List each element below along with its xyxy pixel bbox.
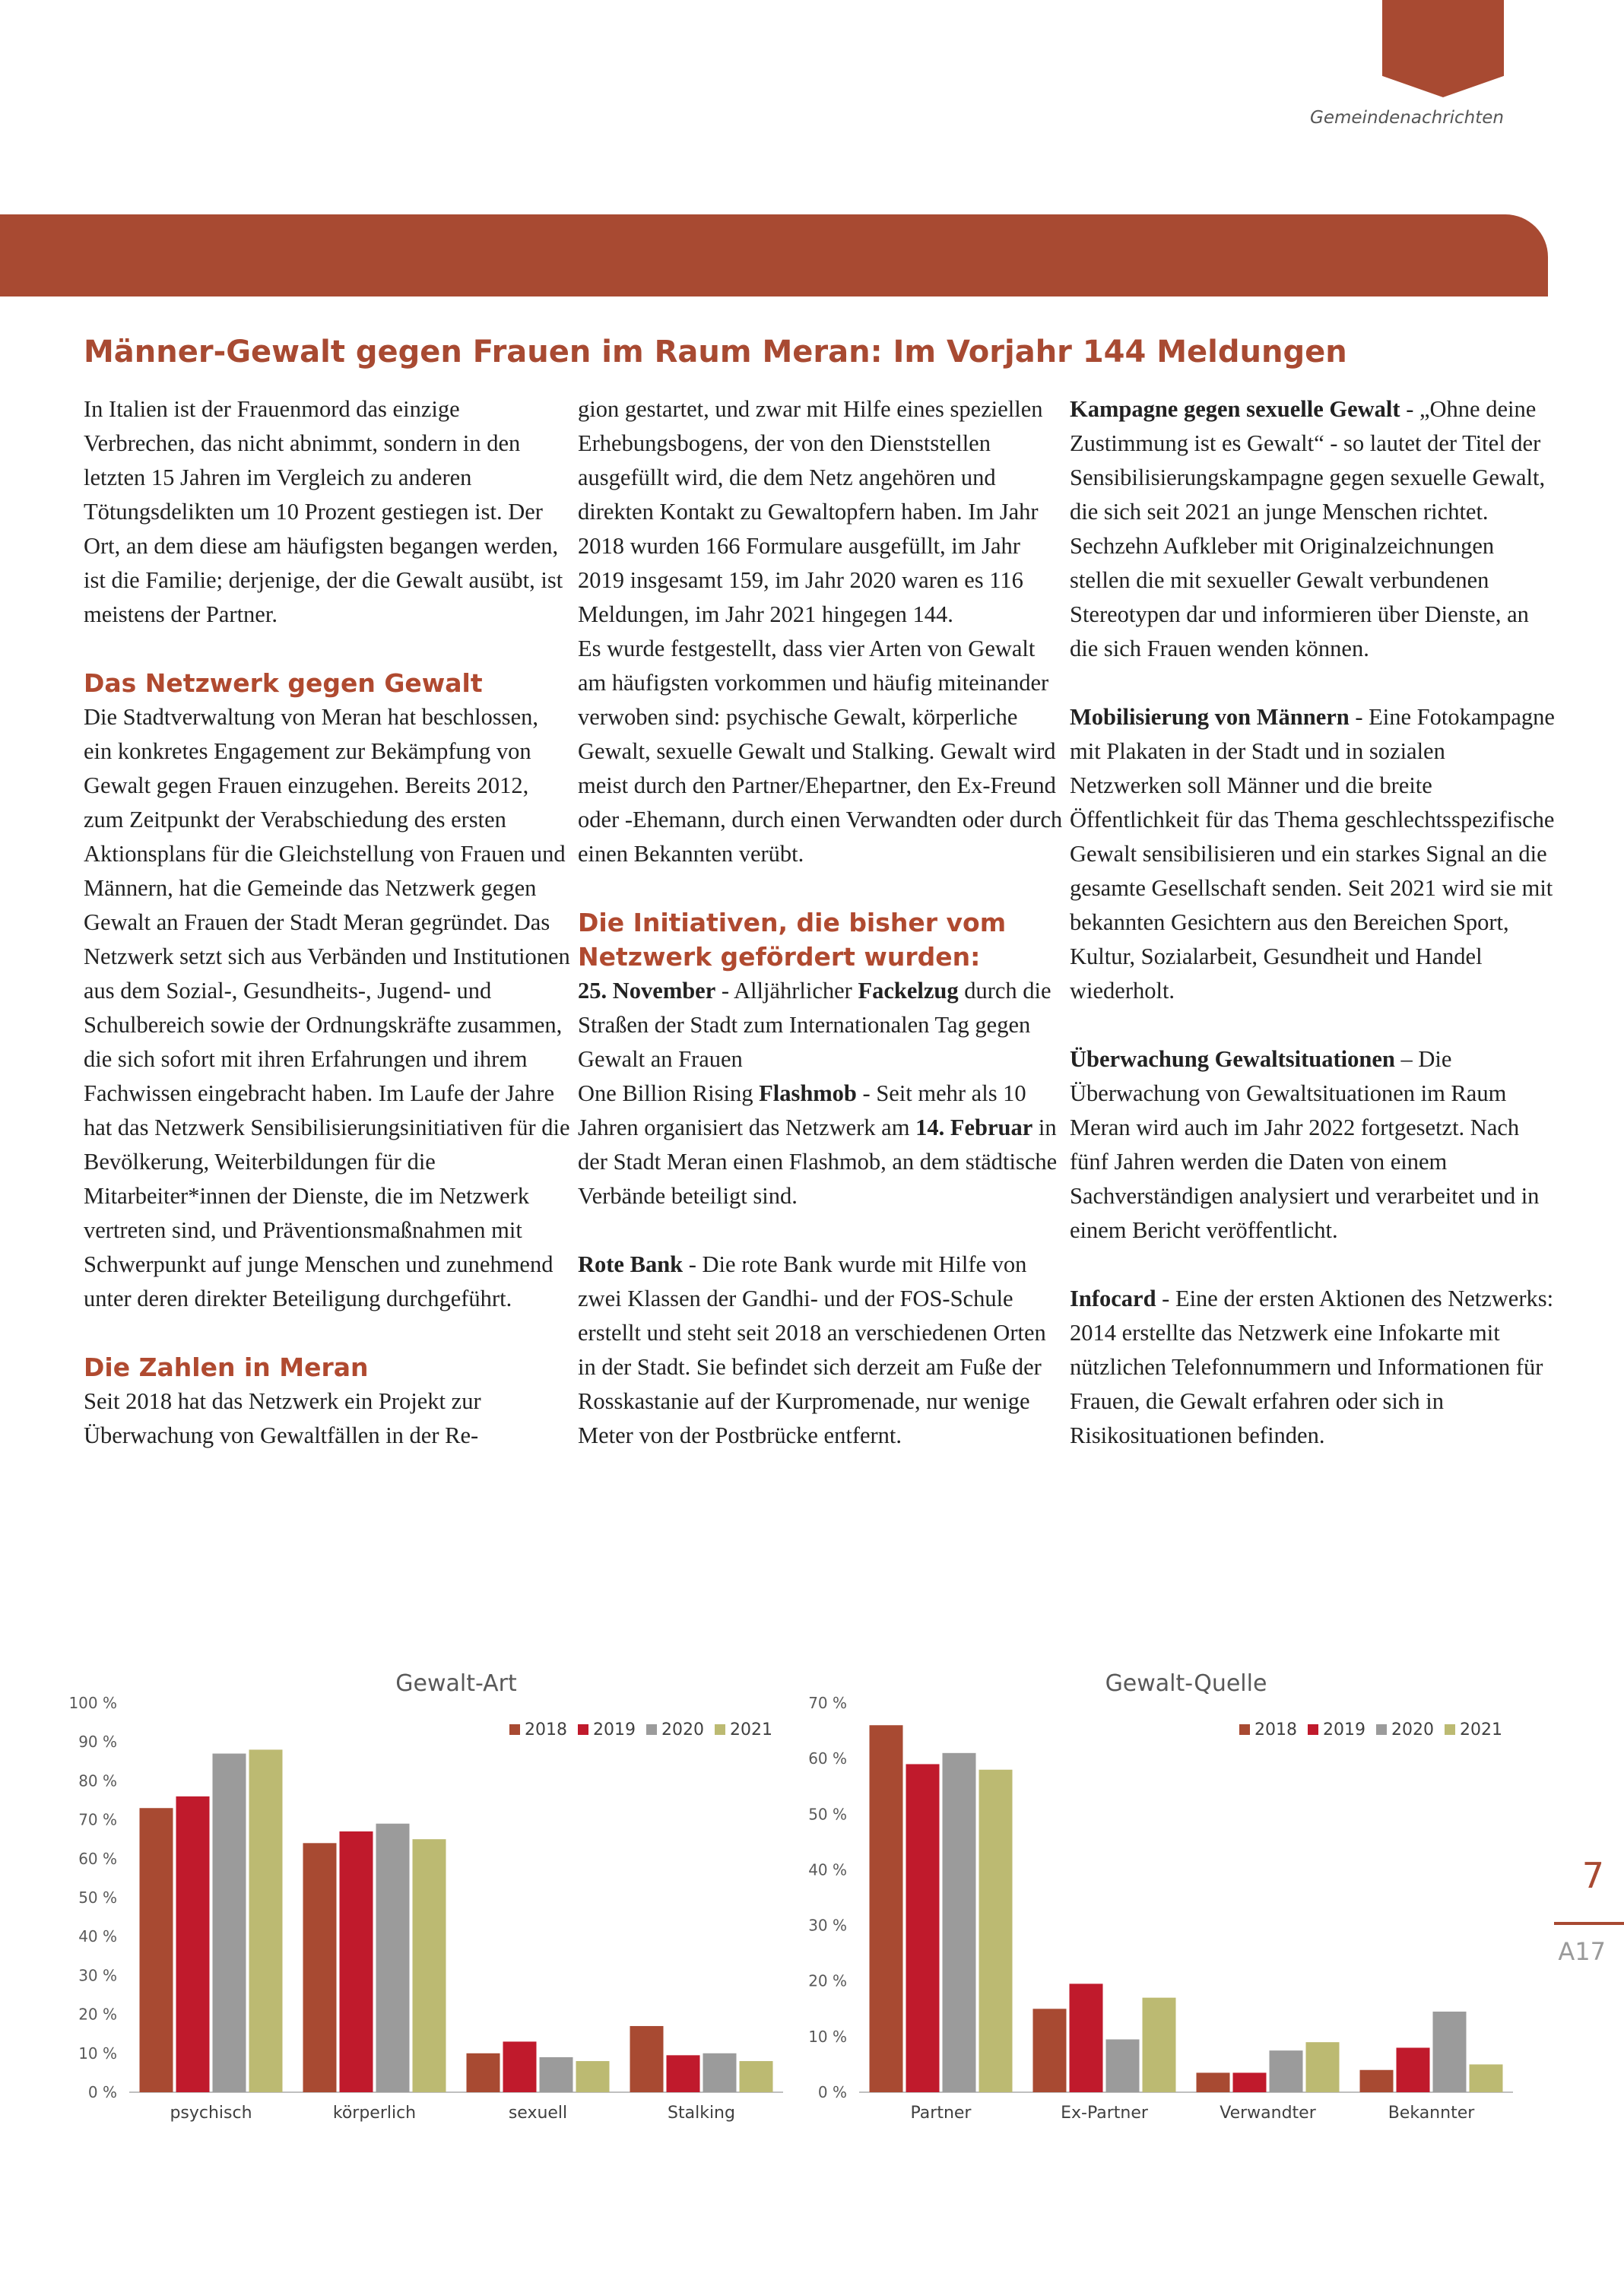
februar-date: 14. Februar: [915, 1115, 1033, 1140]
bar: [540, 2057, 573, 2092]
infocard-paragraph: [1070, 1282, 1556, 1453]
bar: [213, 1754, 246, 2092]
y-tick-label: 60 %: [808, 1749, 847, 1768]
y-tick-label: 90 %: [78, 1733, 117, 1752]
legend-label: 2020: [1391, 1720, 1434, 1739]
x-category-label: Ex-Partner: [1061, 2104, 1148, 2123]
legend-swatch: [1239, 1724, 1250, 1735]
chart-gewalt-quelle-svg: [798, 1666, 1543, 2130]
november-text: - Alljährlicher: [715, 978, 858, 1004]
bar: [1033, 2009, 1067, 2092]
bar: [1197, 2072, 1230, 2092]
bar: [870, 1725, 903, 2092]
x-category-label: Stalking: [668, 2104, 735, 2123]
rote-bank-text: - Die rote Bank wurde mit Hilfe von zwei Klassen der Gandhi- und der FOS-Schule erstellt und steht seit 2018 an verschiedenen Orten in der Stadt. Sie befindet sich derzeit am Fuße der Rosskastanie auf der Kurpromenade, nur wenige Meter von der Postbrücke entfernt.: [578, 1251, 1046, 1448]
gewaltarten-paragraph: Es wurde festgestellt, dass vier Arten von Gewalt am häufigsten vorkommen und häufig miteinander verwoben sind: psychische Gewalt, körperliche Gewalt, sexuelle Gewalt und Stalking. Gewalt wird meist durch den Partner/Ehepartner, den Ex-Freund oder -Ehemann, durch einen Verwandten oder durch einen Bekannten verübt.: [578, 636, 1063, 867]
legend-swatch: [1376, 1724, 1387, 1735]
bar: [503, 2041, 537, 2092]
chart-title: Gewalt-Quelle: [1105, 1670, 1267, 1697]
y-tick-label: 30 %: [78, 1966, 117, 1985]
page-number-rule: [1554, 1922, 1624, 1925]
y-tick-label: 40 %: [78, 1927, 117, 1946]
bar: [1306, 2042, 1340, 2092]
x-category-label: Verwandter: [1220, 2104, 1316, 2123]
zahlen-paragraph: Seit 2018 hat das Netzwerk ein Projekt zur Überwachung von Gewaltfällen in der Re-: [84, 1388, 481, 1448]
heading-netzwerk: Das Netzwerk gegen Gewalt: [84, 668, 483, 698]
bar: [703, 2053, 737, 2092]
x-category-label: psychisch: [170, 2104, 252, 2123]
flashmob-label: Flashmob: [759, 1080, 857, 1106]
x-category-label: körperlich: [332, 2104, 417, 2123]
legend-swatch: [1308, 1724, 1318, 1735]
bar: [249, 1749, 283, 2092]
legend-label: 2019: [593, 1720, 636, 1739]
heading-initiativen: Die Initiativen, die bisher vom Netzwerk gefördert wurden:: [578, 908, 1007, 972]
x-category-label: Bekannter: [1388, 2104, 1475, 2123]
bar: [1106, 2040, 1140, 2092]
legend-label: 2021: [1460, 1720, 1502, 1739]
y-tick-label: 10 %: [78, 2044, 117, 2063]
legend-label: 2021: [730, 1720, 772, 1739]
mobilisierung-paragraph: [1070, 700, 1556, 1008]
bar: [413, 1839, 446, 2092]
chart-gewalt-quelle: [798, 1666, 1543, 2134]
bar: [576, 2061, 610, 2092]
legend-swatch: [1445, 1724, 1455, 1735]
zahlen-continued-paragraph: gion gestartet, und zwar mit Hilfe eines speziellen Erhebungsbogens, der von den Dienststellen ausgefüllt wird, die dem Netz angehören und direkten Kontakt zu Gewaltopfern haben. Im Jahr 2018 wurden 166 Formulare ausgefüllt, im Jahr 2019 insgesamt 159, im Jahr 2020 waren es 116 Meldungen, im Jahr 2021 hingegen 144.: [578, 396, 1043, 627]
bar: [303, 1843, 337, 2092]
y-tick-label: 70 %: [808, 1694, 847, 1712]
y-tick-label: 50 %: [78, 1888, 117, 1907]
legend-swatch: [646, 1724, 657, 1735]
y-tick-label: 0 %: [817, 2083, 847, 2101]
y-tick-label: 20 %: [78, 2005, 117, 2024]
rote-bank-paragraph: [578, 1248, 1064, 1453]
section-tab: [1382, 0, 1504, 97]
column-1: [84, 392, 570, 1453]
bar: [1270, 2050, 1303, 2092]
x-category-label: Partner: [910, 2104, 972, 2123]
november-date: 25. November: [578, 978, 716, 1004]
header-banner: [0, 214, 1548, 296]
y-tick-label: 100 %: [68, 1694, 117, 1712]
y-tick-label: 50 %: [808, 1805, 847, 1824]
y-tick-label: 20 %: [808, 1971, 847, 1990]
rote-bank-label: Rote Bank: [578, 1251, 684, 1277]
bar: [943, 1753, 976, 2092]
bar: [1070, 1984, 1103, 2092]
column-2: [578, 392, 1064, 1453]
bar: [1143, 1998, 1176, 2092]
bar: [1233, 2072, 1267, 2092]
infocard-text: - Eine der ersten Aktionen des Netzwerks: 2014 erstellte das Netzwerk eine Infokarte mit nützlichen Telefonnummern und Informationen für Frauen, die Gewalt erfahren oder sich in Risikosituationen befinden.: [1070, 1286, 1554, 1448]
flashmob-text-3: in der Stadt Meran einen Flashmob, an dem städtische Verbände beteiligt sind.: [578, 1115, 1058, 1209]
legend-swatch: [715, 1724, 725, 1735]
netzwerk-paragraph: Die Stadtverwaltung von Meran hat beschlossen, ein konkretes Engagement zur Bekämpfung von Gewalt gegen Frauen einzugehen. Bereits 2012, zum Zeitpunkt der Verabschiedung des ersten Aktionsplans für die Gleichstellung von Frauen und Männern, hat die Gemeinde das Netzwerk gegen Gewalt an Frauen der Stadt Meran gegründet. Das Netzwerk setzt sich aus Verbänden und Institutionen aus dem Sozial-, Gesundheits-, Jugend- und Schulbereich sowie der Ordnungskräfte zusammen, die sich sofort mit ihren Erfahrungen und ihrem Fachwissen eingebracht haben. Im Laufe der Jahre hat das Netzwerk Sensibilisierungsinitiativen für die Bevölkerung, Weiterbildungen für die Mitarbeiter*innen der Dienste, die im Netzwerk vertreten sind, und Präventionsmaßnahmen mit Schwerpunkt auf junge Menschen und zunehmend unter deren direkter Beteiligung durchgeführt.: [84, 704, 570, 1311]
legend-label: 2018: [525, 1720, 567, 1739]
legend-label: 2020: [661, 1720, 704, 1739]
ueberwachung-label: Überwachung Gewaltsituationen: [1070, 1046, 1395, 1072]
legend-label: 2018: [1254, 1720, 1297, 1739]
fackelzug-label: Fackelzug: [858, 978, 959, 1004]
bar: [630, 2026, 664, 2092]
bar: [467, 2053, 500, 2092]
mobilisierung-label: Mobilisierung von Männern: [1070, 704, 1350, 730]
edition-label: A17: [1558, 1937, 1606, 1966]
legend-swatch: [509, 1724, 520, 1735]
y-tick-label: 70 %: [78, 1810, 117, 1829]
bar: [1397, 2047, 1430, 2092]
kampagne-paragraph: [1070, 392, 1556, 666]
intro-paragraph: In Italien ist der Frauenmord das einzige Verbrechen, das nicht abnimmt, sondern in den letzten 15 Jahren im Vergleich zu anderen Tötungsdelikten um 10 Prozent gestiegen ist. Der Ort, an dem diese am häufigsten begangen werden, ist die Familie; derjenige, der die Gewalt ausübt, ist meistens der Partner.: [84, 396, 563, 627]
y-tick-label: 30 %: [808, 1916, 847, 1935]
section-label: Gemeindenachrichten: [1310, 108, 1504, 128]
ueberwachung-paragraph: [1070, 1042, 1556, 1248]
chart-title: Gewalt-Art: [395, 1670, 517, 1697]
bar: [740, 2061, 773, 2092]
legend-swatch: [578, 1724, 588, 1735]
infocard-label: Infocard: [1070, 1286, 1156, 1311]
bar: [340, 1831, 373, 2092]
y-tick-label: 0 %: [87, 2083, 117, 2101]
bar: [140, 1808, 173, 2092]
mobilisierung-text: - Eine Fotokampagne mit Plakaten in der Stadt und in sozialen Netzwerken soll Männer und die breite Öffentlichkeit für das Thema geschlechtsspezifische Gewalt sensibilisieren und ein starkes Signal an die gesamte Gesellschaft senden. Seit 2021 wird sie mit bekannten Gesichtern aus den Bereichen Sport, Kultur, Sozialarbeit, Gesundheit und Handel wiederholt.: [1070, 704, 1555, 1004]
chart-gewalt-art: [68, 1666, 814, 2134]
legend-label: 2019: [1323, 1720, 1365, 1739]
kampagne-text: - „Ohne deine Zustimmung ist es Gewalt“ - so lautet der Titel der Sensibilisierungskampagne gegen sexuelle Gewalt, die sich seit 2021 an junge Menschen richtet. Sechzehn Aufkleber mit Originalzeichnungen stellen die mit sexueller Gewalt verbundenen Stereotypen dar und informieren über Dienste, an die sich Frauen wenden können.: [1070, 396, 1546, 661]
bar: [1360, 2070, 1394, 2092]
x-category-label: sexuell: [508, 2104, 568, 2123]
bar: [176, 1796, 210, 2092]
page-number: 7: [1581, 1855, 1604, 1896]
article-headline: Männer-Gewalt gegen Frauen im Raum Meran: Im Vorjahr 144 Meldungen: [84, 335, 1347, 369]
bar: [667, 2055, 700, 2092]
ueberwachung-text: – Die Überwachung von Gewaltsituationen im Raum Meran wird auch im Jahr 2022 fortgesetzt. Nach fünf Jahren werden die Daten von einem Sachverständigen analysiert und verarbeitet und in einem Bericht veröffentlicht.: [1070, 1046, 1540, 1243]
flashmob-paragraph: [578, 1077, 1064, 1213]
column-3: [1070, 392, 1556, 1453]
y-tick-label: 40 %: [808, 1860, 847, 1879]
y-tick-label: 60 %: [78, 1849, 117, 1868]
bar: [1433, 2012, 1467, 2092]
kampagne-label: Kampagne gegen sexuelle Gewalt: [1070, 396, 1400, 422]
november-paragraph: [578, 974, 1064, 1077]
bar: [979, 1770, 1013, 2092]
bar: [906, 1764, 940, 2092]
bar: [1470, 2064, 1503, 2092]
november-text-2: durch die Straßen der Stadt zum Internationalen Tag gegen Gewalt an Frauen: [578, 978, 1051, 1072]
flashmob-text-2: - Seit mehr als 10 Jahren organisiert das Netzwerk am: [578, 1080, 1026, 1140]
y-tick-label: 80 %: [78, 1771, 117, 1790]
y-tick-label: 10 %: [808, 2027, 847, 2046]
flashmob-text: One Billion Rising: [578, 1080, 760, 1106]
chart-gewalt-art-svg: [68, 1666, 814, 2130]
heading-zahlen: Die Zahlen in Meran: [84, 1352, 369, 1382]
bar: [376, 1824, 410, 2092]
